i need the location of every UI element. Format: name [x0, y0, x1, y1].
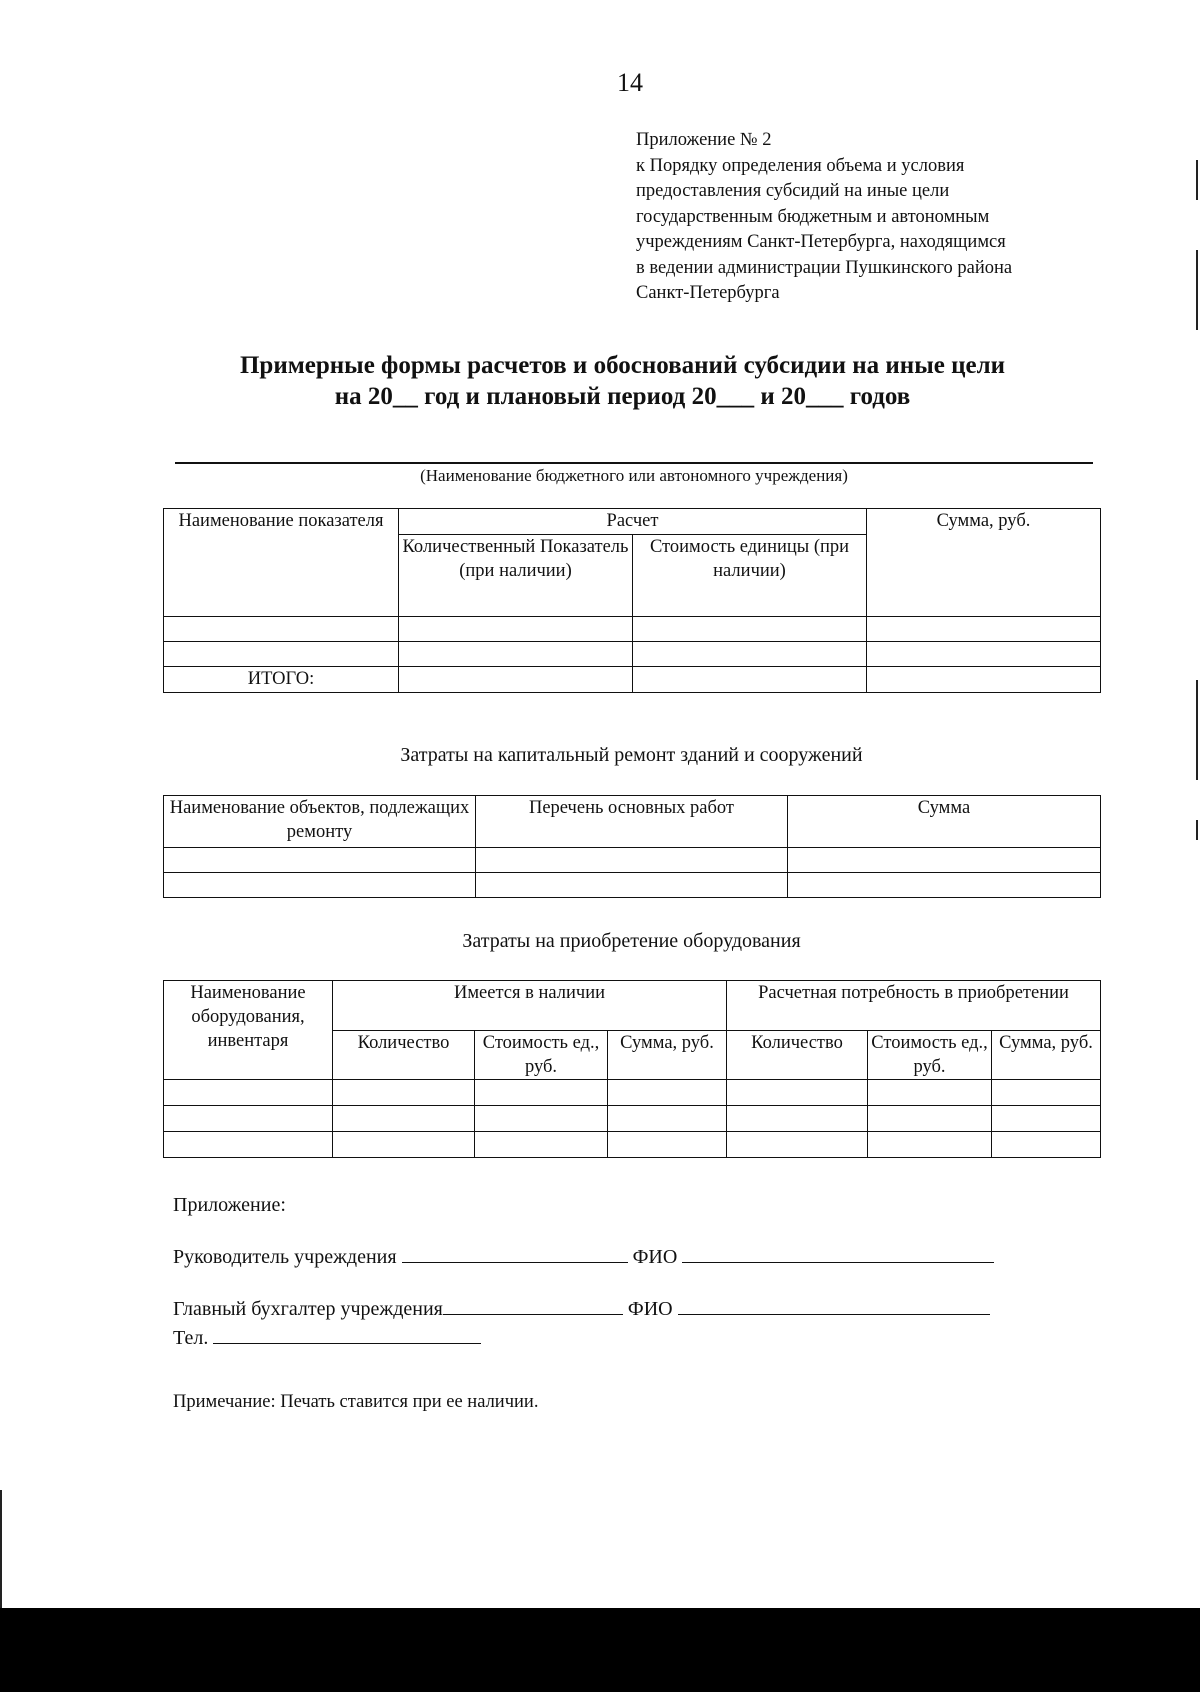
section-title-repair: Затраты на капитальный ремонт зданий и сооружений [400, 744, 863, 766]
header-works: Перечень основных работ [476, 796, 788, 848]
table-cell[interactable] [868, 1132, 992, 1158]
header-quantity: Количественный Показатель (при наличии) [399, 535, 633, 617]
scan-edge-mark [1196, 250, 1198, 330]
table-cell[interactable] [164, 848, 476, 873]
header-sum: Сумма, руб. [992, 1031, 1101, 1080]
table-cell[interactable] [633, 617, 867, 642]
section-title-equipment: Затраты на приобретение оборудования [462, 930, 801, 952]
scan-bottom-bar [0, 1608, 1200, 1692]
header-sum: Сумма, руб. [608, 1031, 727, 1080]
table-cell[interactable] [164, 642, 399, 667]
table-cell[interactable] [608, 1106, 727, 1132]
appendix-reference [636, 128, 1116, 307]
header-unit-cost: Стоимость ед., руб. [475, 1031, 608, 1080]
title-line-2: на 20__ год и плановый период 20___ и 20___ годов [334, 383, 911, 410]
table-row [164, 642, 1101, 667]
accountant-label: Главный бухгалтер учреждения [173, 1298, 443, 1320]
header-unit-cost: Стоимость ед., руб. [868, 1031, 992, 1080]
table-cell[interactable] [867, 617, 1101, 642]
page-number: 14 [617, 68, 643, 97]
table-cell[interactable] [992, 1106, 1101, 1132]
header-qty: Количество [333, 1031, 475, 1080]
table-cell[interactable] [164, 1132, 333, 1158]
table-cell[interactable] [164, 1080, 333, 1106]
table-cell[interactable] [475, 1080, 608, 1106]
scan-edge-mark [1196, 160, 1198, 200]
equipment-table [163, 980, 1101, 1158]
table-cell[interactable] [727, 1132, 868, 1158]
header-sum: Сумма, руб. [867, 509, 1101, 617]
document-title [150, 350, 1095, 412]
appendix-line: Приложение № 2 [636, 130, 772, 150]
accountant-signature-field[interactable] [443, 1296, 623, 1315]
header-indicator-name: Наименование показателя [164, 509, 399, 617]
header-calculation: Расчет [399, 509, 867, 535]
table-cell[interactable] [788, 873, 1101, 898]
table-cell[interactable] [992, 1080, 1101, 1106]
table-cell[interactable] [164, 617, 399, 642]
table-row [164, 617, 1101, 642]
table-cell[interactable] [476, 848, 788, 873]
table-cell[interactable] [475, 1106, 608, 1132]
table-cell[interactable] [476, 873, 788, 898]
fio-label: ФИО [627, 1298, 673, 1320]
header-qty: Количество [727, 1031, 868, 1080]
header-equipment-name: Наименование оборудования, инвентаря [164, 981, 333, 1080]
total-row [164, 667, 1101, 693]
appendix-line: в ведении администрации Пушкинского района [636, 257, 1013, 278]
note: Примечание: Печать ставится при ее наличии. [173, 1392, 539, 1412]
header-unit-cost: Стоимость единицы (при наличии) [633, 535, 867, 617]
table-cell[interactable] [992, 1132, 1101, 1158]
scan-edge-mark [0, 1490, 2, 1608]
table-cell[interactable] [788, 848, 1101, 873]
table-cell[interactable] [727, 1080, 868, 1106]
calculation-table [163, 508, 1101, 693]
table-cell[interactable] [608, 1132, 727, 1158]
table-row [164, 1080, 1101, 1106]
header-sum: Сумма [788, 796, 1101, 848]
appendix-line: предоставления субсидий на иные цели [636, 181, 950, 201]
phone-row [173, 1325, 481, 1350]
scan-edge-mark [1196, 680, 1198, 780]
table-row [164, 1106, 1101, 1132]
table-row [164, 873, 1101, 898]
appendix-line: учреждениям Санкт-Петербурга, находящимся [636, 232, 1006, 252]
table-cell[interactable] [633, 667, 867, 693]
table-cell[interactable] [867, 642, 1101, 667]
table-row [164, 1132, 1101, 1158]
accountant-signature-row [173, 1296, 990, 1321]
table-cell[interactable] [399, 642, 633, 667]
head-label: Руководитель учреждения [173, 1246, 397, 1268]
header-needed: Расчетная потребность в приобретении [727, 981, 1101, 1031]
head-fio-field[interactable] [682, 1244, 994, 1263]
table-cell[interactable] [608, 1080, 727, 1106]
table-cell[interactable] [164, 1106, 333, 1132]
table-cell[interactable] [475, 1132, 608, 1158]
table-cell[interactable] [868, 1080, 992, 1106]
appendix-line: государственным бюджетным и автономным [636, 206, 990, 227]
institution-name-line[interactable] [175, 462, 1093, 464]
table-cell[interactable] [727, 1106, 868, 1132]
attachment-label: Приложение: [173, 1194, 286, 1216]
phone-label: Тел. [173, 1327, 209, 1349]
header-objects: Наименование объектов, подлежащих ремонту [164, 796, 476, 848]
table-cell[interactable] [399, 667, 633, 693]
repair-table [163, 795, 1101, 898]
total-label: ИТОГО: [164, 667, 399, 693]
accountant-fio-field[interactable] [678, 1296, 990, 1315]
head-signature-row [173, 1244, 994, 1269]
scan-edge-mark [1196, 820, 1198, 840]
table-cell[interactable] [333, 1106, 475, 1132]
table-cell[interactable] [868, 1106, 992, 1132]
table-cell[interactable] [164, 873, 476, 898]
table-row [164, 848, 1101, 873]
table-cell[interactable] [399, 617, 633, 642]
head-signature-field[interactable] [402, 1244, 628, 1263]
appendix-line: к Порядку определения объема и условия [636, 155, 965, 176]
header-available: Имеется в наличии [333, 981, 727, 1031]
institution-caption: (Наименование бюджетного или автономного учреждения) [420, 466, 848, 485]
phone-field[interactable] [213, 1325, 481, 1344]
table-cell[interactable] [633, 642, 867, 667]
title-line-1: Примерные формы расчетов и обоснований субсидии на иные цели [239, 352, 1005, 379]
table-cell[interactable] [867, 667, 1101, 693]
table-cell[interactable] [333, 1132, 475, 1158]
table-cell[interactable] [333, 1080, 475, 1106]
fio-label: ФИО [632, 1246, 678, 1268]
appendix-line: Санкт-Петербурга [636, 283, 780, 303]
